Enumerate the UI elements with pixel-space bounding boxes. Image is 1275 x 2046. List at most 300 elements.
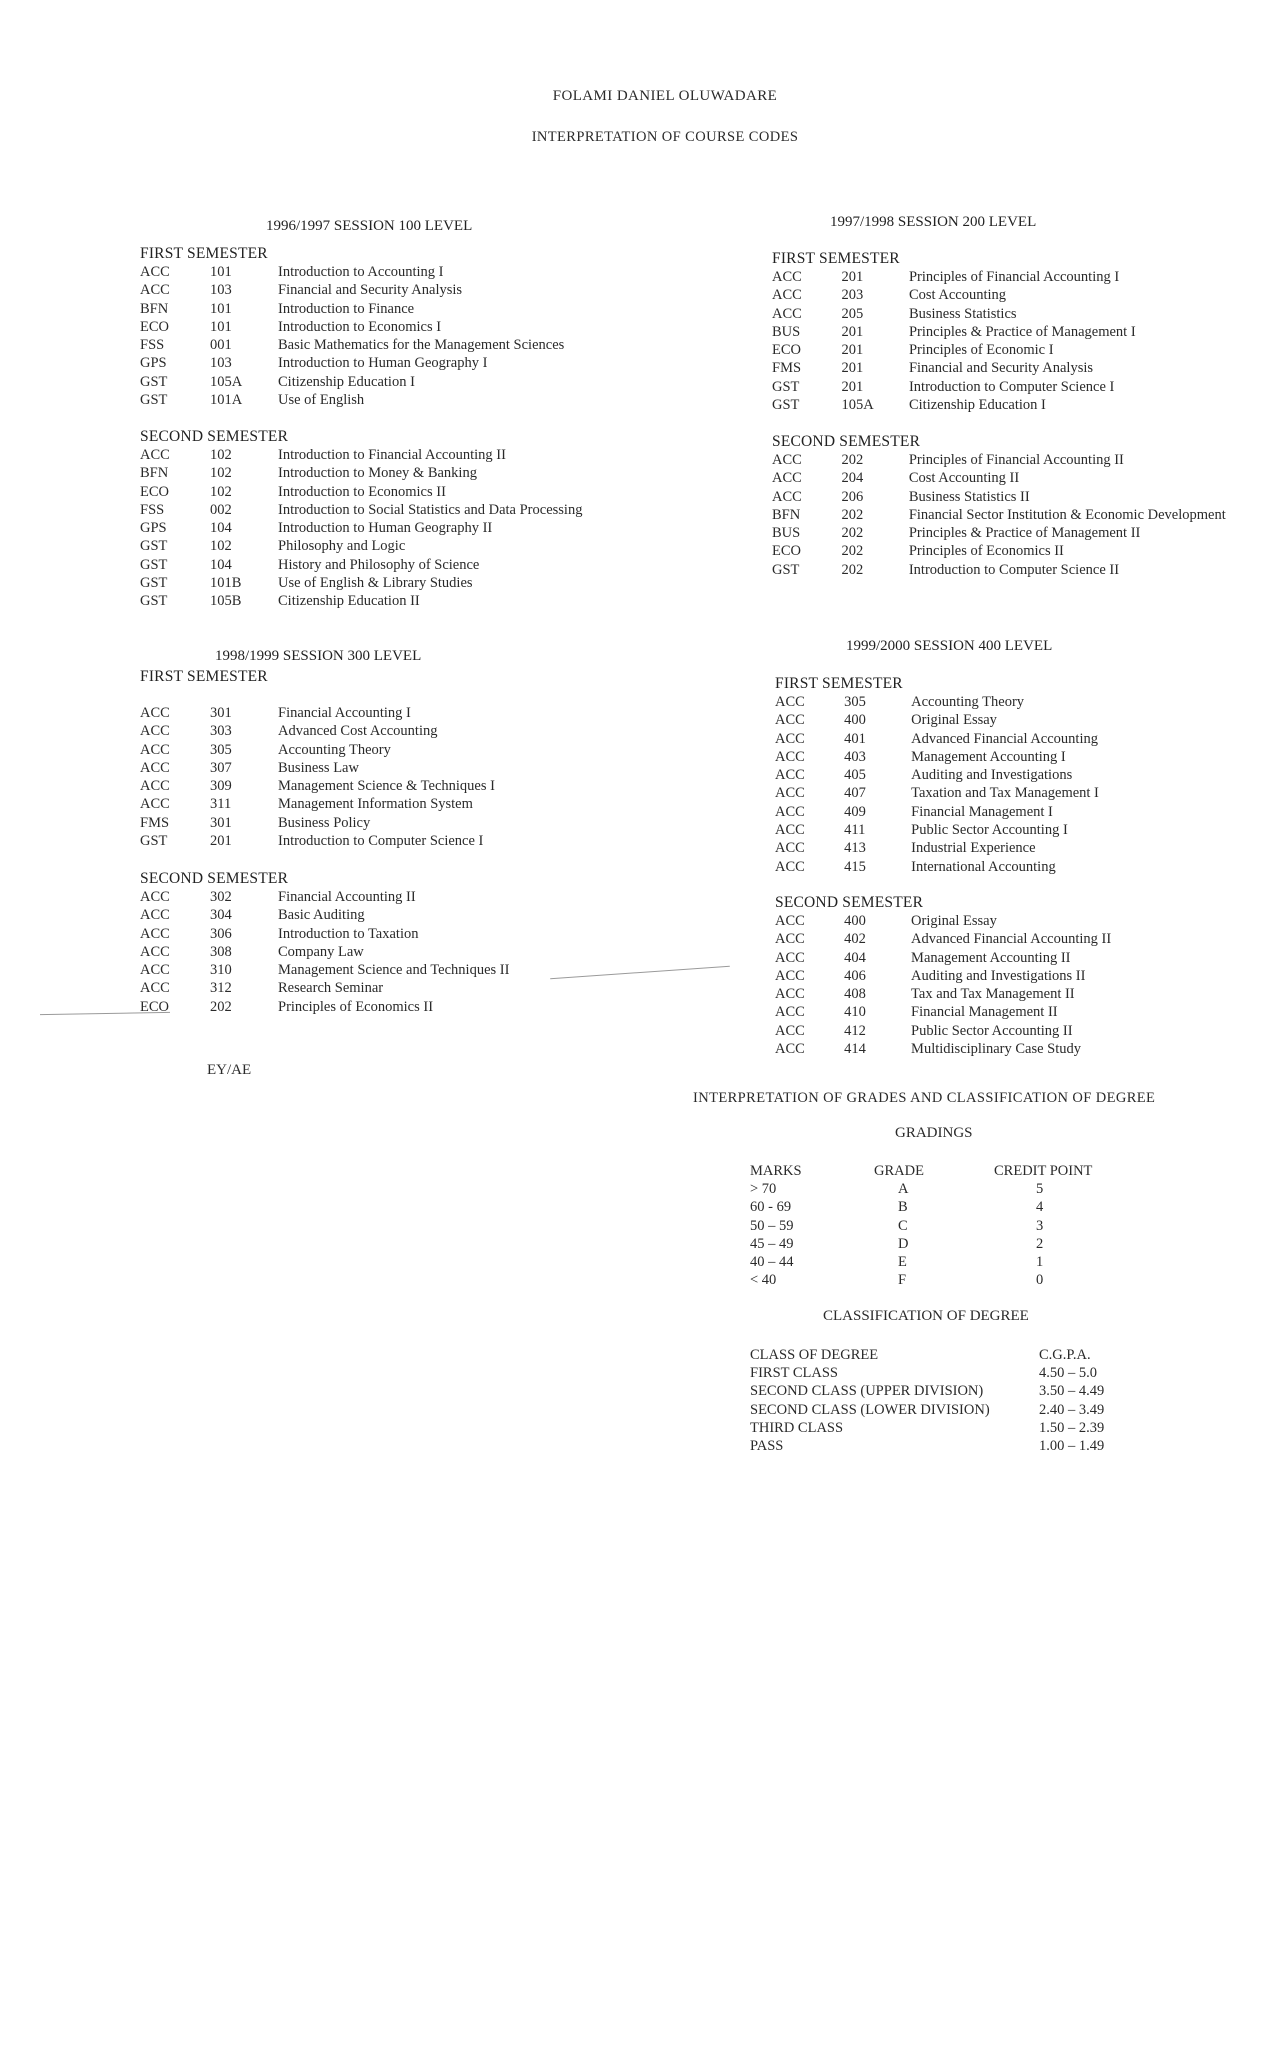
course-title: Multidisciplinary Case Study xyxy=(911,1041,1082,1058)
course-dept: ACC xyxy=(775,785,805,802)
course-title: Citizenship Education II xyxy=(278,593,420,610)
course-number: 105A xyxy=(841,397,874,414)
course-row xyxy=(772,562,1275,580)
s100-second-semester-table xyxy=(140,447,648,612)
s300-second-semester-label: SECOND SEMESTER xyxy=(140,870,289,887)
course-dept: ACC xyxy=(775,986,805,1003)
course-row xyxy=(140,833,648,851)
credit-point: 2 xyxy=(1036,1235,1044,1252)
course-dept: GST xyxy=(772,378,800,395)
course-number: 201 xyxy=(841,269,864,285)
s400-first-semester-table xyxy=(775,694,1275,877)
course-dept: ACC xyxy=(775,694,805,710)
course-number: 101 xyxy=(210,318,232,335)
course-dept: BFN xyxy=(140,300,169,317)
course-dept: ACC xyxy=(775,1022,805,1039)
course-dept: ACC xyxy=(140,889,170,905)
course-row xyxy=(775,1004,1275,1022)
credit-point-header: CREDIT POINT xyxy=(994,1162,1093,1179)
course-dept: ACC xyxy=(775,822,805,839)
course-dept: ECO xyxy=(772,543,801,560)
course-dept: ACC xyxy=(140,925,170,942)
s100-first-semester-label: FIRST SEMESTER xyxy=(140,245,268,262)
course-dept: GPS xyxy=(140,520,167,537)
course-dept: ECO xyxy=(140,483,169,500)
course-title: Industrial Experience xyxy=(911,840,1036,857)
course-number: 206 xyxy=(841,488,864,505)
course-number: 203 xyxy=(841,287,864,304)
course-number: 311 xyxy=(210,796,232,813)
course-dept: ACC xyxy=(775,840,805,857)
course-title: Introduction to Economics I xyxy=(278,318,442,335)
table-body xyxy=(140,889,648,1017)
course-dept: GST xyxy=(140,373,168,390)
course-number: 410 xyxy=(844,1004,866,1021)
course-title: Auditing and Investigations II xyxy=(911,967,1086,984)
course-title: Financial Accounting I xyxy=(278,705,411,721)
course-dept: BUS xyxy=(772,525,801,542)
course-row xyxy=(140,889,648,907)
course-title: Accounting Theory xyxy=(278,741,391,758)
course-number: 202 xyxy=(841,543,864,560)
s300-second-semester-table xyxy=(140,889,648,1017)
course-row xyxy=(775,986,1275,1004)
classification-row xyxy=(750,1383,1104,1401)
course-title: Taxation and Tax Management I xyxy=(911,785,1099,802)
course-title: Public Sector Accounting I xyxy=(911,822,1068,839)
s300-first-semester-table xyxy=(140,705,648,851)
course-row xyxy=(775,712,1275,730)
course-row xyxy=(140,538,648,556)
course-number: 409 xyxy=(844,803,866,820)
course-row xyxy=(140,593,648,611)
course-title: Introduction to Money & Banking xyxy=(278,465,477,482)
course-number: 105A xyxy=(210,373,243,390)
course-row xyxy=(772,269,1275,287)
course-dept: ACC xyxy=(772,452,802,468)
document-subtitle: INTERPRETATION OF COURSE CODES xyxy=(531,129,799,145)
course-dept: ACC xyxy=(140,447,170,463)
course-dept: ECO xyxy=(772,342,801,359)
course-title: Use of English & Library Studies xyxy=(278,575,473,592)
course-title: Principles of Economics II xyxy=(908,543,1064,560)
course-number: 301 xyxy=(210,814,232,831)
course-dept: FSS xyxy=(140,337,165,354)
course-number: 309 xyxy=(210,778,232,795)
course-title: Management Accounting I xyxy=(911,748,1066,765)
course-number: 105B xyxy=(210,593,242,610)
degree-class: SECOND CLASS (LOWER DIVISION) xyxy=(750,1401,990,1418)
course-title: Introduction to Social Statistics and Data Processing xyxy=(278,501,583,518)
course-dept: ACC xyxy=(140,962,170,979)
gradings-header-row xyxy=(750,1162,1092,1180)
grade-letter: C xyxy=(898,1217,908,1234)
grade-letter: D xyxy=(898,1235,909,1252)
course-dept: GST xyxy=(772,397,800,414)
course-row xyxy=(775,1041,1275,1059)
student-name: FOLAMI DANIEL OLUWADARE xyxy=(552,88,778,104)
s400-second-semester-label: SECOND SEMESTER xyxy=(775,894,924,911)
course-number: 307 xyxy=(210,759,232,776)
table-body xyxy=(772,269,1275,415)
course-title: Introduction to Human Geography II xyxy=(278,520,493,537)
course-dept: ECO xyxy=(140,998,169,1015)
course-title: Introduction to Computer Science I xyxy=(908,378,1115,395)
course-title: Cost Accounting xyxy=(908,287,1007,304)
course-row xyxy=(775,840,1275,858)
s400-first-semester-label: FIRST SEMESTER xyxy=(775,675,903,692)
course-row xyxy=(140,926,648,944)
course-row xyxy=(140,944,648,962)
degree-class: FIRST CLASS xyxy=(750,1364,838,1381)
course-title: Introduction to Taxation xyxy=(278,925,419,942)
course-title: History and Philosophy of Science xyxy=(278,556,480,573)
course-number: 201 xyxy=(841,342,864,359)
course-dept: ACC xyxy=(775,858,805,875)
course-number: 104 xyxy=(210,520,232,537)
course-number: 103 xyxy=(210,355,232,372)
course-title: Advanced Cost Accounting xyxy=(278,723,438,740)
course-number: 403 xyxy=(844,748,866,765)
class-of-degree-header: CLASS OF DEGREE xyxy=(750,1346,879,1363)
degree-class: THIRD CLASS xyxy=(750,1419,844,1436)
course-number: 401 xyxy=(844,730,866,747)
course-number: 202 xyxy=(841,506,864,523)
course-row xyxy=(775,785,1275,803)
course-number: 400 xyxy=(844,913,866,929)
grade-letter: E xyxy=(898,1254,907,1271)
gradings-body xyxy=(750,1180,1092,1290)
course-number: 002 xyxy=(210,501,232,518)
grading-row xyxy=(750,1235,1092,1253)
course-dept: ACC xyxy=(775,767,805,784)
course-number: 412 xyxy=(844,1022,866,1039)
classification-row xyxy=(750,1401,1104,1419)
course-title: Original Essay xyxy=(911,712,997,729)
classification-body xyxy=(750,1364,1104,1455)
course-number: 400 xyxy=(844,712,866,729)
table-body xyxy=(140,447,648,612)
course-number: 201 xyxy=(841,360,864,377)
marks-range: 45 – 49 xyxy=(750,1235,794,1252)
course-dept: ACC xyxy=(775,967,805,984)
course-dept: ACC xyxy=(775,803,805,820)
course-row xyxy=(772,397,1275,415)
course-title: Business Law xyxy=(278,759,359,776)
degree-class: SECOND CLASS (UPPER DIVISION) xyxy=(750,1383,984,1400)
course-number: 102 xyxy=(210,447,232,463)
course-number: 103 xyxy=(210,282,232,299)
course-dept: ACC xyxy=(772,287,802,304)
course-title: Introduction to Computer Science II xyxy=(908,561,1120,578)
course-dept: GST xyxy=(140,538,168,555)
classification-row xyxy=(750,1437,1104,1455)
course-title: Financial Management II xyxy=(911,1004,1058,1021)
course-title: Basic Mathematics for the Management Sciences xyxy=(278,337,565,354)
session-100-title: 1996/1997 SESSION 100 LEVEL xyxy=(266,218,473,234)
course-row xyxy=(140,520,648,538)
course-dept: ACC xyxy=(140,741,170,758)
course-row xyxy=(140,264,648,282)
course-number: 305 xyxy=(844,694,866,710)
course-title: Advanced Financial Accounting II xyxy=(911,931,1112,948)
course-dept: ACC xyxy=(775,931,805,948)
course-number: 301 xyxy=(210,705,232,721)
course-dept: GST xyxy=(772,561,800,578)
s300-first-semester-label: FIRST SEMESTER xyxy=(140,668,268,685)
credit-point: 4 xyxy=(1036,1199,1044,1216)
grading-row xyxy=(750,1217,1092,1235)
course-row xyxy=(775,931,1275,949)
cgpa-range: 1.50 – 2.39 xyxy=(1039,1419,1105,1436)
course-number: 102 xyxy=(210,483,232,500)
course-number: 413 xyxy=(844,840,866,857)
course-row xyxy=(140,815,648,833)
course-dept: GST xyxy=(140,575,168,592)
course-row xyxy=(140,447,648,465)
course-title: Cost Accounting II xyxy=(908,470,1020,487)
course-dept: GPS xyxy=(140,355,167,372)
course-title: Public Sector Accounting II xyxy=(911,1022,1073,1039)
course-number: 414 xyxy=(844,1041,866,1058)
cgpa-range: 2.40 – 3.49 xyxy=(1039,1401,1105,1418)
course-title: Business Statistics xyxy=(908,305,1017,322)
course-title: Auditing and Investigations xyxy=(911,767,1073,784)
course-title: Introduction to Finance xyxy=(278,300,415,317)
course-row xyxy=(775,913,1275,931)
marks-range: 60 - 69 xyxy=(750,1199,792,1216)
course-title: Original Essay xyxy=(911,913,997,929)
course-title: Business Policy xyxy=(278,814,371,831)
course-title: Basic Auditing xyxy=(278,907,365,924)
course-title: Research Seminar xyxy=(278,980,384,997)
course-dept: ACC xyxy=(140,980,170,997)
classification-table xyxy=(750,1346,1104,1456)
grading-row xyxy=(750,1199,1092,1217)
course-row xyxy=(140,705,648,723)
course-dept: GST xyxy=(140,556,168,573)
course-title: Management Science & Techniques I xyxy=(278,778,495,795)
table-body xyxy=(775,694,1275,877)
classification-row xyxy=(750,1364,1104,1382)
course-dept: ACC xyxy=(140,264,170,280)
table-body xyxy=(775,913,1275,1059)
course-title: Financial Sector Institution & Economic Development xyxy=(908,506,1226,523)
course-row xyxy=(775,694,1275,712)
marks-range: 50 – 59 xyxy=(750,1217,794,1234)
course-dept: ECO xyxy=(140,318,169,335)
course-title: Principles of Economics II xyxy=(278,998,434,1015)
course-dept: ACC xyxy=(775,712,805,729)
course-title: Business Statistics II xyxy=(908,488,1030,505)
table-body xyxy=(140,705,648,851)
course-row xyxy=(772,324,1275,342)
course-row xyxy=(775,859,1275,877)
course-row xyxy=(140,760,648,778)
marks-range: < 40 xyxy=(750,1272,777,1289)
course-dept: ACC xyxy=(140,282,170,299)
credit-point: 3 xyxy=(1036,1217,1044,1234)
cgpa-header: C.G.P.A. xyxy=(1039,1346,1091,1363)
course-row xyxy=(772,489,1275,507)
grades-title: INTERPRETATION OF GRADES AND CLASSIFICATION OF DEGREE xyxy=(693,1090,1156,1106)
course-dept: ACC xyxy=(772,488,802,505)
course-number: 102 xyxy=(210,538,232,555)
course-dept: FMS xyxy=(772,360,802,377)
course-row xyxy=(140,465,648,483)
course-dept: BFN xyxy=(772,506,801,523)
course-row xyxy=(772,379,1275,397)
course-number: 102 xyxy=(210,465,232,482)
course-title: Philosophy and Logic xyxy=(278,538,406,555)
session-200-title: 1997/1998 SESSION 200 LEVEL xyxy=(830,214,1037,230)
course-number: 201 xyxy=(841,378,864,395)
course-title: Principles of Financial Accounting I xyxy=(908,269,1120,285)
course-dept: ACC xyxy=(775,949,805,966)
course-number: 101B xyxy=(210,575,242,592)
grade-header: GRADE xyxy=(874,1162,924,1179)
course-dept: BFN xyxy=(140,465,169,482)
course-row xyxy=(140,502,648,520)
course-row xyxy=(775,1023,1275,1041)
grading-row xyxy=(750,1180,1092,1198)
course-row xyxy=(772,452,1275,470)
course-row xyxy=(772,287,1275,305)
course-title: Principles & Practice of Management II xyxy=(908,525,1141,542)
course-dept: FMS xyxy=(140,814,170,831)
course-title: Financial and Security Analysis xyxy=(278,282,463,299)
course-title: Introduction to Economics II xyxy=(278,483,446,500)
course-dept: FSS xyxy=(140,501,165,518)
course-title: Management Accounting II xyxy=(911,949,1071,966)
course-dept: ACC xyxy=(775,748,805,765)
table-body xyxy=(772,452,1275,580)
cgpa-range: 1.00 – 1.49 xyxy=(1039,1438,1105,1455)
course-title: Financial Accounting II xyxy=(278,889,416,905)
classification-header-row xyxy=(750,1346,1104,1364)
course-dept: ACC xyxy=(772,269,802,285)
course-number: 101 xyxy=(210,264,232,280)
course-row xyxy=(140,392,648,410)
cgpa-range: 3.50 – 4.49 xyxy=(1039,1383,1105,1400)
course-title: Principles of Financial Accounting II xyxy=(908,452,1124,468)
course-row xyxy=(772,507,1275,525)
course-dept: GST xyxy=(140,392,168,409)
course-number: 205 xyxy=(841,305,864,322)
credit-point: 0 xyxy=(1036,1272,1044,1289)
session-400-title: 1999/2000 SESSION 400 LEVEL xyxy=(846,638,1053,654)
course-dept: ACC xyxy=(775,730,805,747)
course-number: 001 xyxy=(210,337,232,354)
course-row xyxy=(775,950,1275,968)
course-number: 302 xyxy=(210,889,232,905)
course-number: 402 xyxy=(844,931,866,948)
course-row xyxy=(140,980,648,998)
course-title: Citizenship Education I xyxy=(908,397,1046,414)
course-number: 303 xyxy=(210,723,232,740)
course-dept: ACC xyxy=(140,796,170,813)
course-dept: GST xyxy=(140,593,168,610)
course-number: 306 xyxy=(210,925,232,942)
course-row xyxy=(140,557,648,575)
s200-second-semester-label: SECOND SEMESTER xyxy=(772,433,921,450)
course-dept: ACC xyxy=(775,1041,805,1058)
classification-title: CLASSIFICATION OF DEGREE xyxy=(823,1308,1029,1324)
course-number: 407 xyxy=(844,785,866,802)
course-number: 202 xyxy=(210,998,232,1015)
course-dept: ACC xyxy=(772,305,802,322)
grading-row xyxy=(750,1253,1092,1271)
s200-first-semester-label: FIRST SEMESTER xyxy=(772,250,900,267)
course-number: 202 xyxy=(841,525,864,542)
course-number: 101A xyxy=(210,392,243,409)
course-row xyxy=(140,796,648,814)
grade-letter: B xyxy=(898,1199,908,1216)
course-row xyxy=(775,822,1275,840)
course-title: Introduction to Computer Science I xyxy=(278,833,484,850)
course-row xyxy=(140,282,648,300)
s100-first-semester-table xyxy=(140,264,648,410)
course-row xyxy=(140,999,648,1017)
grade-letter: F xyxy=(898,1272,907,1289)
course-number: 310 xyxy=(210,962,232,979)
course-row xyxy=(140,742,648,760)
course-title: Principles of Economic I xyxy=(908,342,1054,359)
s200-second-semester-table xyxy=(772,452,1275,580)
course-row xyxy=(775,731,1275,749)
course-row xyxy=(140,575,648,593)
course-dept: ACC xyxy=(140,907,170,924)
course-number: 201 xyxy=(210,833,232,850)
course-number: 202 xyxy=(841,561,864,578)
course-title: Management Science and Techniques II xyxy=(278,962,510,979)
course-row xyxy=(140,907,648,925)
course-title: Accounting Theory xyxy=(911,694,1025,710)
course-row xyxy=(775,767,1275,785)
course-row xyxy=(140,374,648,392)
course-dept: ACC xyxy=(140,759,170,776)
course-number: 305 xyxy=(210,741,232,758)
classification-row xyxy=(750,1419,1104,1437)
course-number: 406 xyxy=(844,967,866,984)
course-number: 202 xyxy=(841,452,864,468)
marks-header: MARKS xyxy=(750,1162,802,1179)
course-dept: ACC xyxy=(140,778,170,795)
course-number: 408 xyxy=(844,986,866,1003)
course-number: 201 xyxy=(841,323,864,340)
s200-first-semester-table xyxy=(772,269,1275,415)
marks-range: > 70 xyxy=(750,1180,777,1197)
course-row xyxy=(140,355,648,373)
course-number: 204 xyxy=(841,470,864,487)
grading-row xyxy=(750,1272,1092,1290)
course-dept: ACC xyxy=(775,913,805,929)
credit-point: 5 xyxy=(1036,1180,1044,1197)
course-title: Principles & Practice of Management I xyxy=(908,323,1136,340)
credit-point: 1 xyxy=(1036,1254,1044,1271)
course-row xyxy=(772,360,1275,378)
course-title: Management Information System xyxy=(278,796,473,813)
grade-letter: A xyxy=(898,1180,909,1197)
course-dept: BUS xyxy=(772,323,801,340)
course-row xyxy=(140,484,648,502)
course-title: Company Law xyxy=(278,943,364,960)
course-title: Financial Management I xyxy=(911,803,1053,820)
course-title: Introduction to Human Geography I xyxy=(278,355,488,372)
course-row xyxy=(140,319,648,337)
s400-second-semester-table xyxy=(775,913,1275,1059)
course-dept: ACC xyxy=(140,705,170,721)
